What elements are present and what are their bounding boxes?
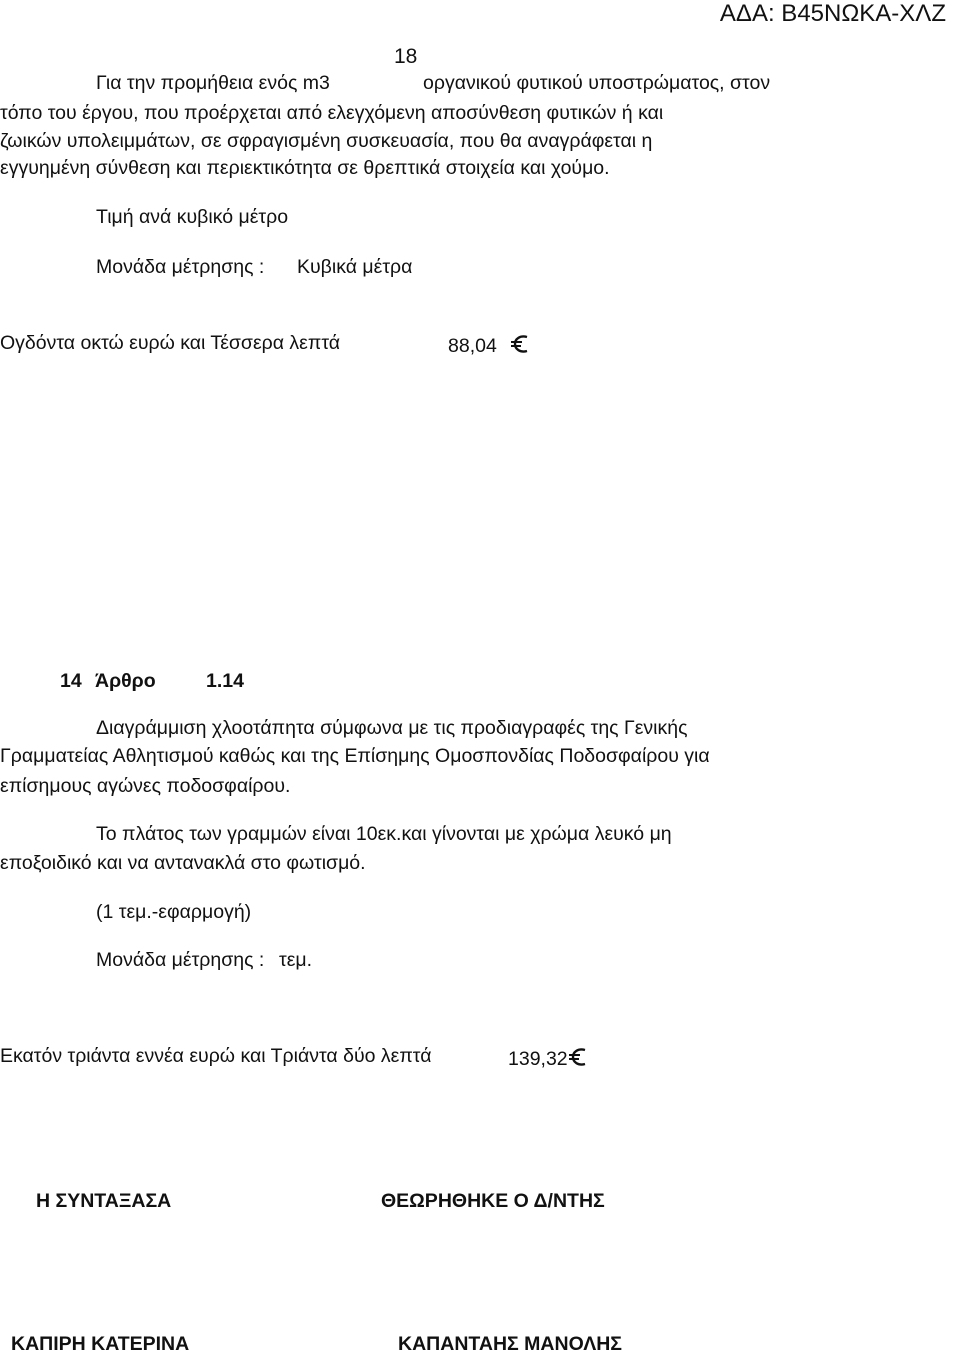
item1-line-4: εγγυημένη σύνθεση και περιεκτικότητα σε θρεπτικά στοιχεία και χούμο. [0,157,610,179]
ada-code: ΑΔΑ: Β45ΝΩΚΑ-ΧΛΖ [719,0,946,27]
item2-desc-line-2: Γραμματείας Αθλητισμού καθώς και της Επίσημης Ομοσπονδίας Ποδοσφαίρου για [0,745,710,767]
item2-article-label: Άρθρο [95,670,156,692]
item1-price-amount: 88,04 [448,335,497,357]
item1-line-3: ζωικών υπολειμμάτων, σε σφραγισμένη συσκευασία, που θα αναγράφεται η [0,130,653,152]
item2-price-words: Εκατόν τριάντα εννέα ευρώ και Τριάντα δύο λεπτά [0,1045,432,1067]
item1-price-words: Ογδόντα οκτώ ευρώ και Τέσσερα λεπτά [0,332,341,354]
item2-unit-value: τεμ. [279,949,313,971]
item2-price [508,1047,587,1070]
signature-right-title: ΘΕΩΡΗΘΗΚΕ Ο Δ/ΝΤΗΣ [381,1190,605,1212]
signature-right-name: ΚΑΠΑΝΤΑΗΣ ΜΑΝΟΛΗΣ [398,1333,623,1355]
signature-left-name: ΚΑΠΙΡΗ ΚΑΤΕΡΙΝΑ [11,1333,190,1355]
item2-article-code: 1.14 [206,670,244,692]
item1-unit-value: Κυβικά μέτρα [297,256,413,278]
item2-width-line-1: Το πλάτος των γραμμών είναι 10εκ.και γίνονται με χρώμα λευκό μη [96,823,672,845]
item2-width-line-2: εποξοιδικό και να αντανακλά στο φωτισμό. [0,852,366,874]
signature-left-title: Η ΣΥΝΤΑΞΑΣΑ [36,1190,172,1212]
item1-line-1a: Για την προμήθεια ενός m3 [96,72,330,94]
item1-unit-price-note: Τιμή ανά κυβικό μέτρο [96,206,289,228]
item2-desc-line-1: Διαγράμμιση χλοοτάπητα σύμφωνα με τις προδιαγραφές της Γενικής [96,717,688,739]
item2-desc-line-3: επίσημους αγώνες ποδοσφαίρου. [0,775,291,797]
item2-price-amount: 139,32 [508,1048,568,1070]
item1-line-1b: οργανικού φυτικού υποστρώματος, στον [423,72,771,94]
item2-application-note: (1 τεμ.-εφαρμογή) [96,901,252,923]
page-number: 18 [394,45,418,68]
item1-price [448,334,529,357]
item2-unit-label: Μονάδα μέτρησης : [96,949,265,971]
euro-icon [569,1047,587,1067]
item2-number: 14 [60,670,82,692]
item1-unit-label: Μονάδα μέτρησης : [96,256,265,278]
euro-icon [511,334,529,354]
item1-line-2: τόπο του έργου, που προέρχεται από ελεγχόμενη αποσύνθεση φυτικών ή και [0,102,664,124]
